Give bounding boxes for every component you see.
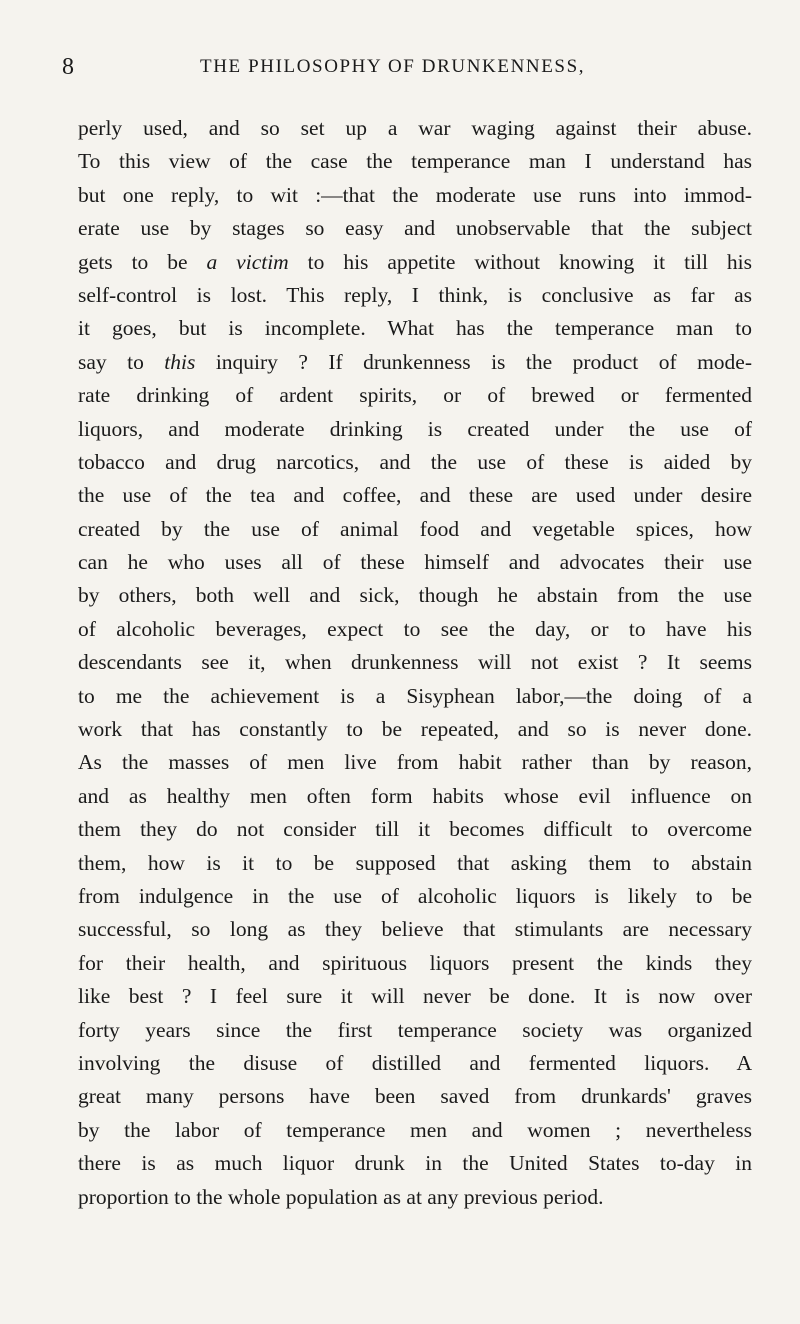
text-segment: from indulgence in the use of alcoholic liquors is likely to be bbox=[78, 883, 752, 908]
text-line bbox=[78, 513, 752, 546]
text-line bbox=[78, 847, 752, 880]
text-segment: work that has constantly to be repeated, and so is never done. bbox=[78, 717, 752, 742]
text-line bbox=[78, 880, 752, 913]
text-segment: but one reply, to wit :—that the moderate use runs into immod- bbox=[78, 182, 752, 207]
text-segment: them they do not consider till it becomes difficult to overcome bbox=[78, 817, 752, 842]
text-segment: perly used, and so set up a war waging against their abuse. bbox=[78, 116, 752, 140]
text-segment: the use of the tea and coffee, and these are used under desire bbox=[78, 483, 752, 508]
page-number: 8 bbox=[62, 54, 75, 80]
text-line bbox=[78, 1181, 752, 1214]
text-segment: tobacco and drug narcotics, and the use of these is aided by bbox=[78, 449, 752, 474]
body-text bbox=[78, 112, 752, 1214]
text-line bbox=[78, 1114, 752, 1147]
text-segment: and as healthy men often form habits whose evil influence on bbox=[78, 783, 752, 808]
text-line bbox=[78, 112, 752, 145]
text-segment: created by the use of animal food and vegetable spices, how bbox=[78, 516, 752, 541]
text-line bbox=[78, 913, 752, 946]
text-line bbox=[78, 713, 752, 746]
text-line bbox=[78, 1080, 752, 1113]
text-segment: erate use by stages so easy and unobservable that the subject bbox=[78, 216, 752, 241]
text-segment: descendants see it, when drunkenness will not exist ? It seems bbox=[78, 650, 752, 675]
text-line bbox=[78, 546, 752, 579]
running-head bbox=[62, 52, 762, 82]
text-line bbox=[78, 746, 752, 779]
text-segment: gets to be bbox=[78, 249, 207, 274]
text-line bbox=[78, 1147, 752, 1180]
text-segment: successful, so long as they believe that stimulants are necessary bbox=[78, 917, 752, 942]
text-line bbox=[78, 980, 752, 1013]
text-line bbox=[78, 579, 752, 612]
text-segment: rate drinking of ardent spirits, or of brewed or fermented bbox=[78, 383, 752, 408]
text-segment: great many persons have been saved from drunkards' graves bbox=[78, 1084, 752, 1109]
text-segment: by others, both well and sick, though he abstain from the use bbox=[78, 583, 752, 608]
running-title: THE PHILOSOPHY OF DRUNKENNESS, bbox=[200, 56, 586, 77]
text-segment: by the labor of temperance men and women ; nevertheless bbox=[78, 1117, 752, 1142]
text-line bbox=[78, 646, 752, 679]
italic-text: a victim bbox=[206, 249, 289, 274]
text-segment: forty years since the first temperance society was organized bbox=[78, 1017, 752, 1042]
text-line bbox=[78, 680, 752, 713]
text-segment: it goes, but is incomplete. What has the temperance man to bbox=[78, 316, 752, 341]
text-line bbox=[78, 246, 752, 279]
text-line bbox=[78, 312, 752, 345]
text-line bbox=[78, 813, 752, 846]
text-segment: can he who uses all of these himself and advocates their use bbox=[78, 550, 752, 575]
text-segment: say to bbox=[78, 349, 165, 374]
text-line bbox=[78, 1047, 752, 1080]
italic-text: this bbox=[164, 349, 196, 374]
text-line bbox=[78, 479, 752, 512]
text-line bbox=[78, 179, 752, 212]
text-segment: inquiry ? If drunkenness is the product of mode- bbox=[195, 349, 752, 374]
text-line bbox=[78, 212, 752, 245]
text-line bbox=[78, 446, 752, 479]
text-line bbox=[78, 145, 752, 178]
text-segment: for their health, and spirituous liquors present the kinds they bbox=[78, 950, 752, 975]
text-segment: like best ? I feel sure it will never be done. It is now over bbox=[78, 984, 752, 1009]
text-line bbox=[78, 1014, 752, 1047]
text-line bbox=[78, 947, 752, 980]
text-segment: them, how is it to be supposed that asking them to abstain bbox=[78, 850, 752, 875]
text-segment: self-control is lost. This reply, I think, is conclusive as far as bbox=[78, 282, 752, 307]
text-line bbox=[78, 379, 752, 412]
text-segment: proportion to the whole population as at any previous period. bbox=[78, 1184, 604, 1209]
text-line bbox=[78, 413, 752, 446]
text-segment: involving the disuse of distilled and fermented liquors. A bbox=[78, 1050, 752, 1075]
text-line bbox=[78, 613, 752, 646]
text-line bbox=[78, 346, 752, 379]
text-segment: to his appetite without knowing it till his bbox=[288, 249, 752, 274]
text-segment: To this view of the case the temperance man I understand has bbox=[78, 149, 752, 174]
text-line bbox=[78, 279, 752, 312]
text-segment: there is as much liquor drunk in the United States to-day in bbox=[78, 1151, 752, 1176]
text-segment: liquors, and moderate drinking is created under the use of bbox=[78, 416, 752, 441]
text-segment: to me the achievement is a Sisyphean labor,—the doing of a bbox=[78, 683, 752, 708]
text-line bbox=[78, 780, 752, 813]
text-segment: of alcoholic beverages, expect to see the day, or to have his bbox=[78, 616, 752, 641]
text-segment: As the masses of men live from habit rather than by reason, bbox=[78, 750, 752, 775]
